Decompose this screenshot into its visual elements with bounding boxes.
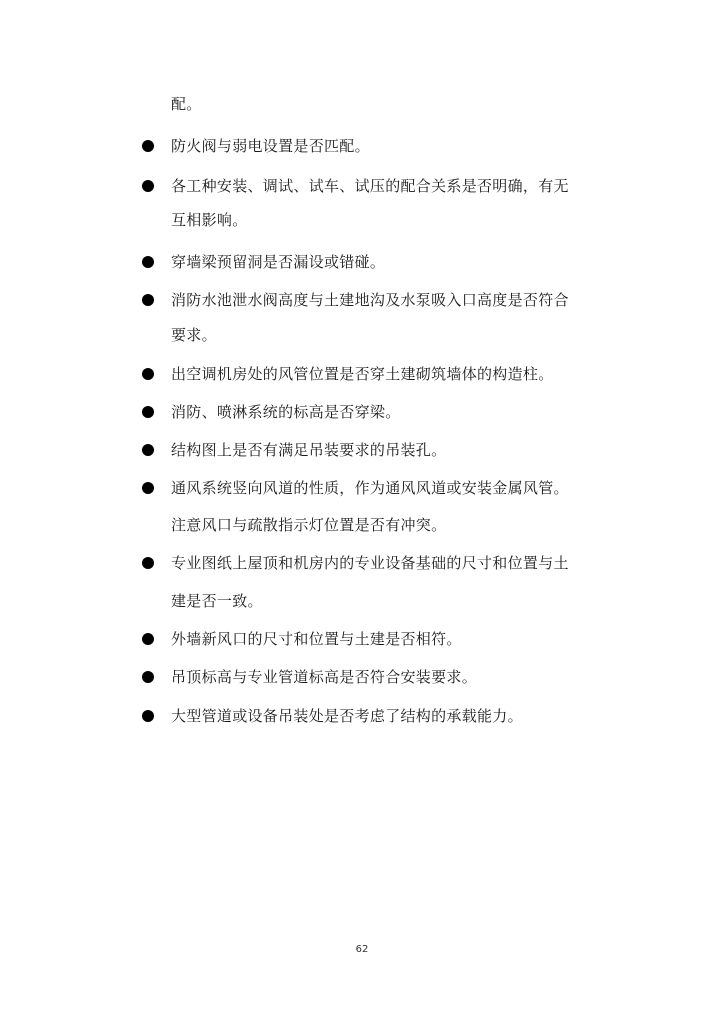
list-item: 防火阀与弱电设置是否匹配。 bbox=[171, 137, 370, 155]
list-item-continuation: 建是否一致。 bbox=[171, 592, 263, 610]
list-item-continuation: 互相影响。 bbox=[171, 211, 248, 229]
bullet-icon bbox=[142, 482, 154, 494]
continuation-line: 配。 bbox=[171, 95, 202, 113]
bullet-icon bbox=[142, 256, 154, 268]
bullet-icon bbox=[142, 557, 154, 569]
bullet-icon bbox=[142, 633, 154, 645]
page-number: 62 bbox=[355, 944, 369, 955]
bullet-icon bbox=[142, 406, 154, 418]
bullet-icon bbox=[142, 710, 154, 722]
list-item: 大型管道或设备吊装处是否考虑了结构的承载能力。 bbox=[171, 707, 523, 725]
bullet-icon bbox=[142, 368, 154, 380]
bullet-icon bbox=[142, 671, 154, 683]
bullet-icon bbox=[142, 294, 154, 306]
list-item: 穿墙梁预留洞是否漏设或错碰。 bbox=[171, 253, 386, 271]
list-item-continuation: 要求。 bbox=[171, 326, 217, 344]
list-item-continuation: 注意风口与疏散指示灯位置是否有冲突。 bbox=[171, 516, 447, 534]
list-item: 消防、喷淋系统的标高是否穿梁。 bbox=[171, 403, 401, 421]
list-item: 吊顶标高与专业管道标高是否符合安装要求。 bbox=[171, 668, 478, 686]
list-item: 通风系统竖向风道的性质，作为通风风道或安装金属风管。 bbox=[171, 479, 569, 497]
list-item: 消防水池泄水阀高度与土建地沟及水泵吸入口高度是否符合 bbox=[171, 291, 569, 309]
bullet-icon bbox=[142, 140, 154, 152]
list-item: 专业图纸上屋顶和机房内的专业设备基础的尺寸和位置与土 bbox=[171, 554, 569, 572]
list-item: 各工种安装、调试、试车、试压的配合关系是否明确，有无 bbox=[171, 177, 569, 195]
bullet-icon bbox=[142, 444, 154, 456]
list-item: 出空调机房处的风管位置是否穿土建砌筑墙体的构造柱。 bbox=[171, 365, 554, 383]
bullet-icon bbox=[142, 180, 154, 192]
list-item: 结构图上是否有满足吊装要求的吊装孔。 bbox=[171, 441, 447, 459]
list-item: 外墙新风口的尺寸和位置与土建是否相符。 bbox=[171, 630, 462, 648]
